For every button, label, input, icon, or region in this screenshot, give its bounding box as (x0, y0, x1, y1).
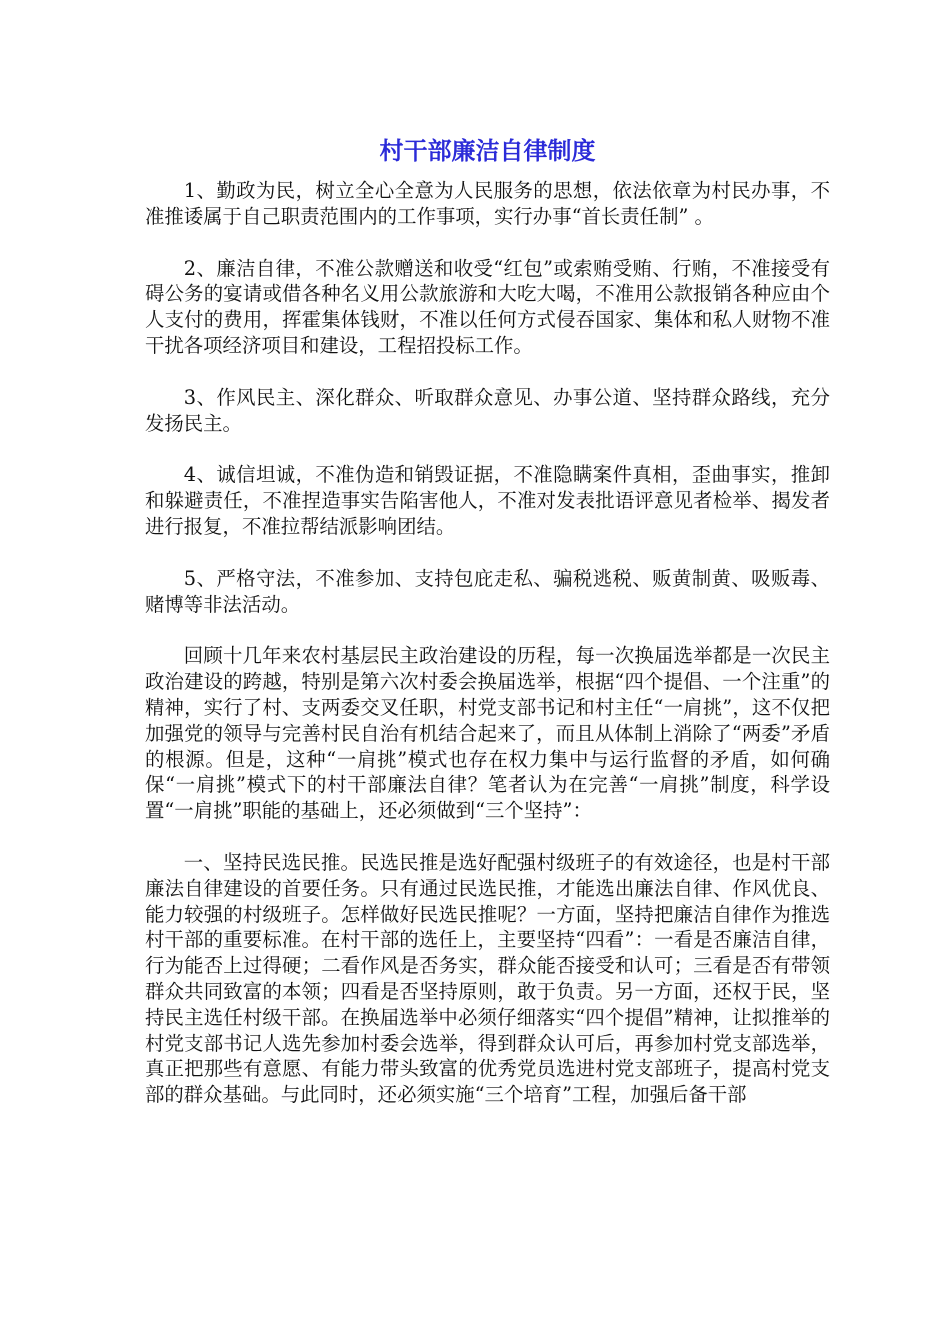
paragraph-4: 4、诚信坦诚，不准伪造和销毁证据，不准隐瞒案件真相，歪曲事实，推卸和躲避责任，不准捏造事实告陷害他人，不准对发表批语评意见者检举、揭发者进行报复，不准拉帮结派影响团结。 (145, 463, 830, 538)
paragraph-1: 1、勤政为民，树立全心全意为人民服务的思想，依法依章为村民办事，不准推诿属于自己职责范围内的工作事项，实行办事“首长责任制” 。 (145, 179, 830, 228)
paragraph-2: 2、廉洁自律，不准公款赠送和收受“红包”或索贿受贿、行贿，不准接受有碍公务的宴请或借各种名义用公款旅游和大吃大喝，不准用公款报销各种应由个人支付的费用，挥霍集体钱财，不准以任何方式侵吞国家、集体和私人财物不准干扰各项经济项目和建设，工程招投标工作。 (145, 256, 830, 357)
document-title: 村干部廉洁自律制度 (379, 137, 596, 165)
paragraph-3: 3、作风民主、深化群众、听取群众意见、办事公道、坚持群众路线，充分发扬民主。 (145, 385, 830, 435)
paragraph-review: 回顾十几年来农村基层民主政治建设的历程，每一次换届选举都是一次民主政治建设的跨越，特别是第六次村委会换届选举，根据“四个提倡、一个注重”的精神，实行了村、支两委交叉任职，村党支部书记和村主任“一肩挑”，这不仅把加强党的领导与完善村民自治有机结合起来了，而且从体制上消除了“两委”矛盾的根源。但是，这种“一肩挑”模式也存在权力集中与运行监督的矛盾，如何确保“一肩挑”模式下的村干部廉法自律？笔者认为在完善“一肩挑”制度，科学设置“一肩挑”职能的基础上，还必须做到“三个坚持”： (145, 644, 830, 823)
paragraph-point-one: 一、坚持民选民推。民选民推是选好配强村级班子的有效途径，也是村干部廉法自律建设的首要任务。只有通过民选民推，才能选出廉法自律、作风优良、能力较强的村级班子。怎样做好民选民推呢？一方面，坚持把廉洁自律作为推选村干部的重要标准。在村干部的选任上，主要坚持“四看”：一看是否廉洁自律，行为能否上过得硬；二看作风是否务实，群众能否接受和认可；三看是否有带领群众共同致富的本领；四看是否坚持原则，敢于负责。另一方面，还权于民，坚持民主选任村级干部。在换届选举中必须仔细落实“四个提倡”精神，让拟推举的村党支部书记人选先参加村委会选举，得到群众认可后，再参加村党支部选举，真正把那些有意愿、有能力带头致富的优秀党员选进村党支部班子，提高村党支部的群众基础。与此同时，还必须实施“三个培育”工程，加强后备干部 (145, 850, 830, 1107)
document-page (145, 130, 830, 1134)
paragraph-5: 5、严格守法，不准参加、支持包庇走私、骗税逃税、贩黄制黄、吸贩毒、赌博等非法活动。 (145, 566, 830, 616)
